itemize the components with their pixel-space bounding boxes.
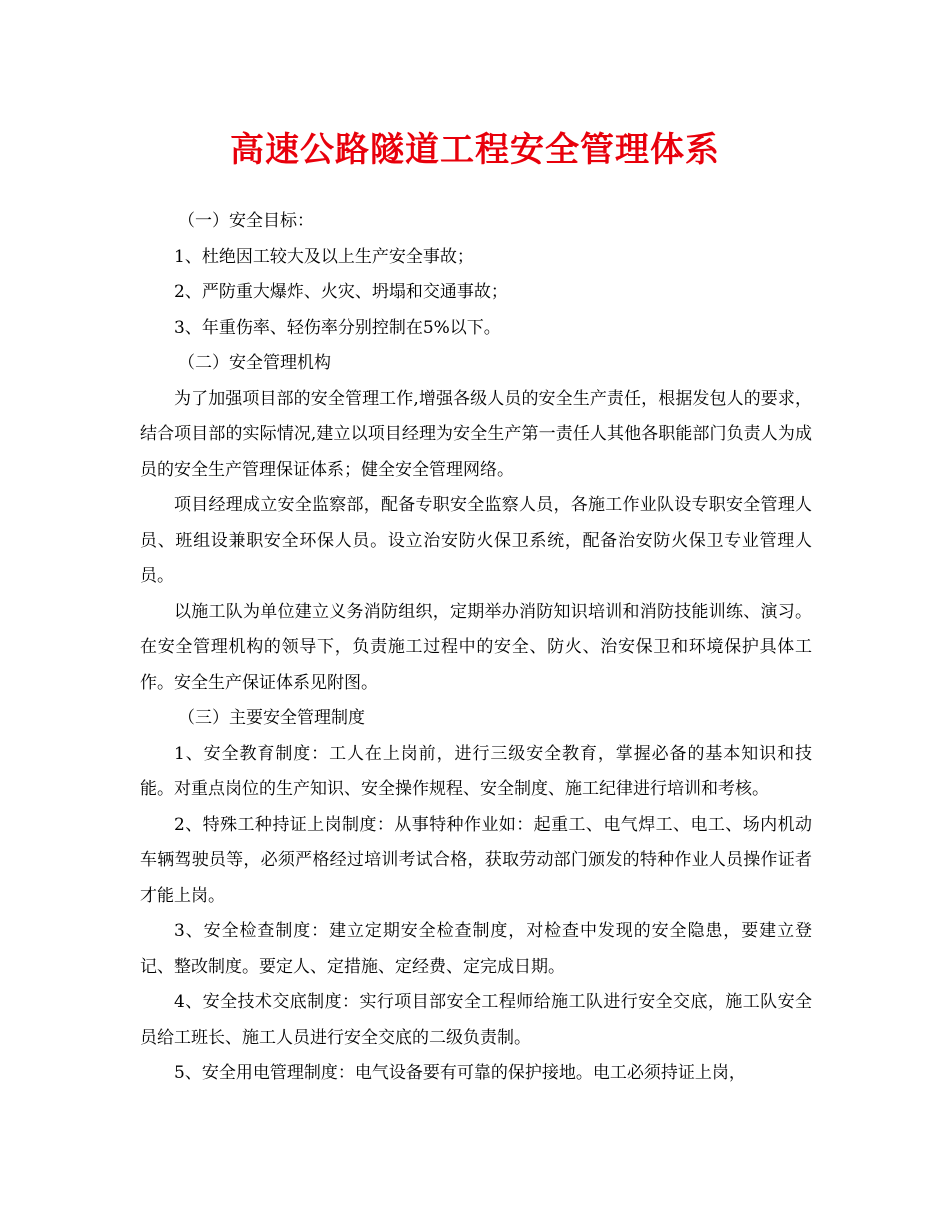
section-heading-safety-goals: （一）安全目标： [178, 211, 314, 231]
paragraph: 5、安全用电管理制度：电气设备要有可靠的保护接地。电工必须持证上岗， [174, 1063, 746, 1083]
paragraph: 2、特殊工种持证上岗制度：从事特种作业如：起重工、电气焊工、电工、场内机动车辆驾驶员等，必须严格经过培训考试合格，获取劳动部门颁发的特种作业人员操作证者才能上岗。 [140, 814, 812, 906]
paragraph: 4、安全技术交底制度：实行项目部安全工程师给施工队进行安全交底，施工队安全员给工班长、施工人员进行安全交底的二级负责制。 [140, 992, 812, 1048]
section-heading-safety-rules: （三）主要安全管理制度 [178, 708, 365, 728]
document-body [140, 204, 812, 1092]
paragraph: 项目经理成立安全监察部，配备专职安全监察人员，各施工作业队设专职安全管理人员、班组设兼职安全环保人员。设立治安防火保卫系统，配备治安防火保卫专业管理人员。 [140, 495, 812, 586]
paragraph: 1、安全教育制度：工人在上岗前，进行三级安全教育，掌握必备的基本知识和技能。对重点岗位的生产知识、安全操作规程、安全制度、施工纪律进行培训和考核。 [140, 743, 812, 799]
list-item: 1、杜绝因工较大及以上生产安全事故； [174, 246, 474, 267]
section-heading-safety-organization: （二）安全管理机构 [178, 353, 331, 373]
list-item: 2、严防重大爆炸、火灾、坍塌和交通事故； [174, 282, 508, 302]
paragraph: 3、安全检查制度：建立定期安全检查制度，对检查中发现的安全隐患，要建立登记、整改制度。要定人、定措施、定经费、定完成日期。 [140, 921, 812, 977]
paragraph: 为了加强项目部的安全管理工作,增强各级人员的安全生产责任，根据发包人的要求，结合项目部的实际情况,建立以项目经理为安全生产第一责任人其他各职能部门负责人为成员的安全生产管理保证体系；健全安全管理网络。 [140, 388, 812, 480]
document-title: 高速公路隧道工程安全管理体系 [230, 130, 720, 170]
paragraph: 以施工队为单位建立义务消防组织，定期举办消防知识培训和消防技能训练、演习。在安全管理机构的领导下，负责施工过程中的安全、防火、治安保卫和环境保护具体工作。安全生产保证体系见附图。 [140, 601, 812, 693]
list-item: 3、年重伤率、轻伤率分别控制在5%以下。 [174, 317, 501, 338]
